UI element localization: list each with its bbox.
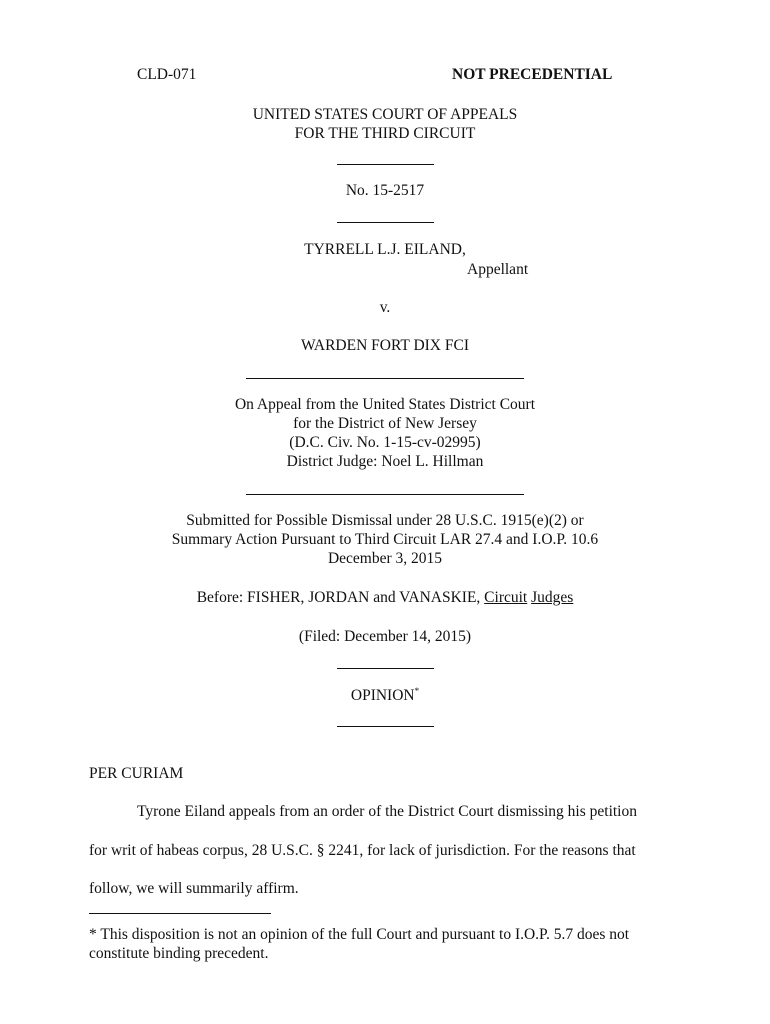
appellee-name: WARDEN FORT DIX FCI (300, 337, 469, 354)
body-line2: for writ of habeas corpus, 28 U.S.C. § 2241, for lack of jurisdiction. For the reasons that (89, 842, 636, 859)
appeal-line2: for the District of New Jersey (293, 415, 477, 432)
court-name-line1: UNITED STATES COURT OF APPEALS (252, 106, 518, 123)
footnote-line1: * This disposition is not an opinion of the full Court and pursuant to I.O.P. 5.7 does not (89, 926, 630, 943)
appeal-docket: (D.C. Civ. No. 1-15-cv-02995) (289, 434, 481, 451)
opinion-title (0, 686, 770, 705)
submission-line2: Summary Action Pursuant to Third Circuit LAR 27.4 and I.O.P. 10.6 (171, 531, 599, 548)
panel-circuit: Circuit (484, 589, 528, 606)
opinion-title-text: OPINION (350, 687, 415, 704)
submission-date: December 3, 2015 (327, 550, 443, 567)
court-name-line2: FOR THE THIRD CIRCUIT (294, 125, 476, 142)
panel-judges-label: Judges (531, 589, 574, 606)
submission-line1: Submitted for Possible Dismissal under 28 U.S.C. 1915(e)(2) or (186, 512, 584, 529)
case-code: CLD-071 (137, 66, 197, 83)
footnote-separator (89, 913, 271, 914)
body-line1: Tyrone Eiland appeals from an order of the District Court dismissing his petition (137, 803, 637, 820)
appellant-role: Appellant (467, 261, 529, 278)
footnote-line2: constitute binding precedent. (89, 945, 269, 962)
divider-rule (0, 366, 770, 384)
divider-rule (0, 482, 770, 500)
divider-rule (0, 714, 770, 732)
body-line3: follow, we will summarily affirm. (89, 880, 299, 897)
versus: v. (379, 299, 391, 316)
appellant-name: TYRRELL L.J. EILAND, (304, 241, 466, 258)
precedential-status: NOT PRECEDENTIAL (452, 66, 613, 83)
per-curiam: PER CURIAM (89, 765, 184, 782)
divider-rule (0, 152, 770, 170)
filed-date: (Filed: December 14, 2015) (298, 628, 472, 645)
divider-rule (0, 210, 770, 228)
appeal-line1: On Appeal from the United States District Court (234, 396, 536, 413)
panel-prefix: Before: FISHER, JORDAN and VANASKIE, (196, 589, 485, 606)
footnote-marker: * (414, 686, 420, 696)
divider-rule (0, 656, 770, 674)
district-judge: District Judge: Noel L. Hillman (286, 453, 484, 470)
case-number: No. 15-2517 (345, 182, 425, 199)
panel-judges (0, 589, 770, 607)
